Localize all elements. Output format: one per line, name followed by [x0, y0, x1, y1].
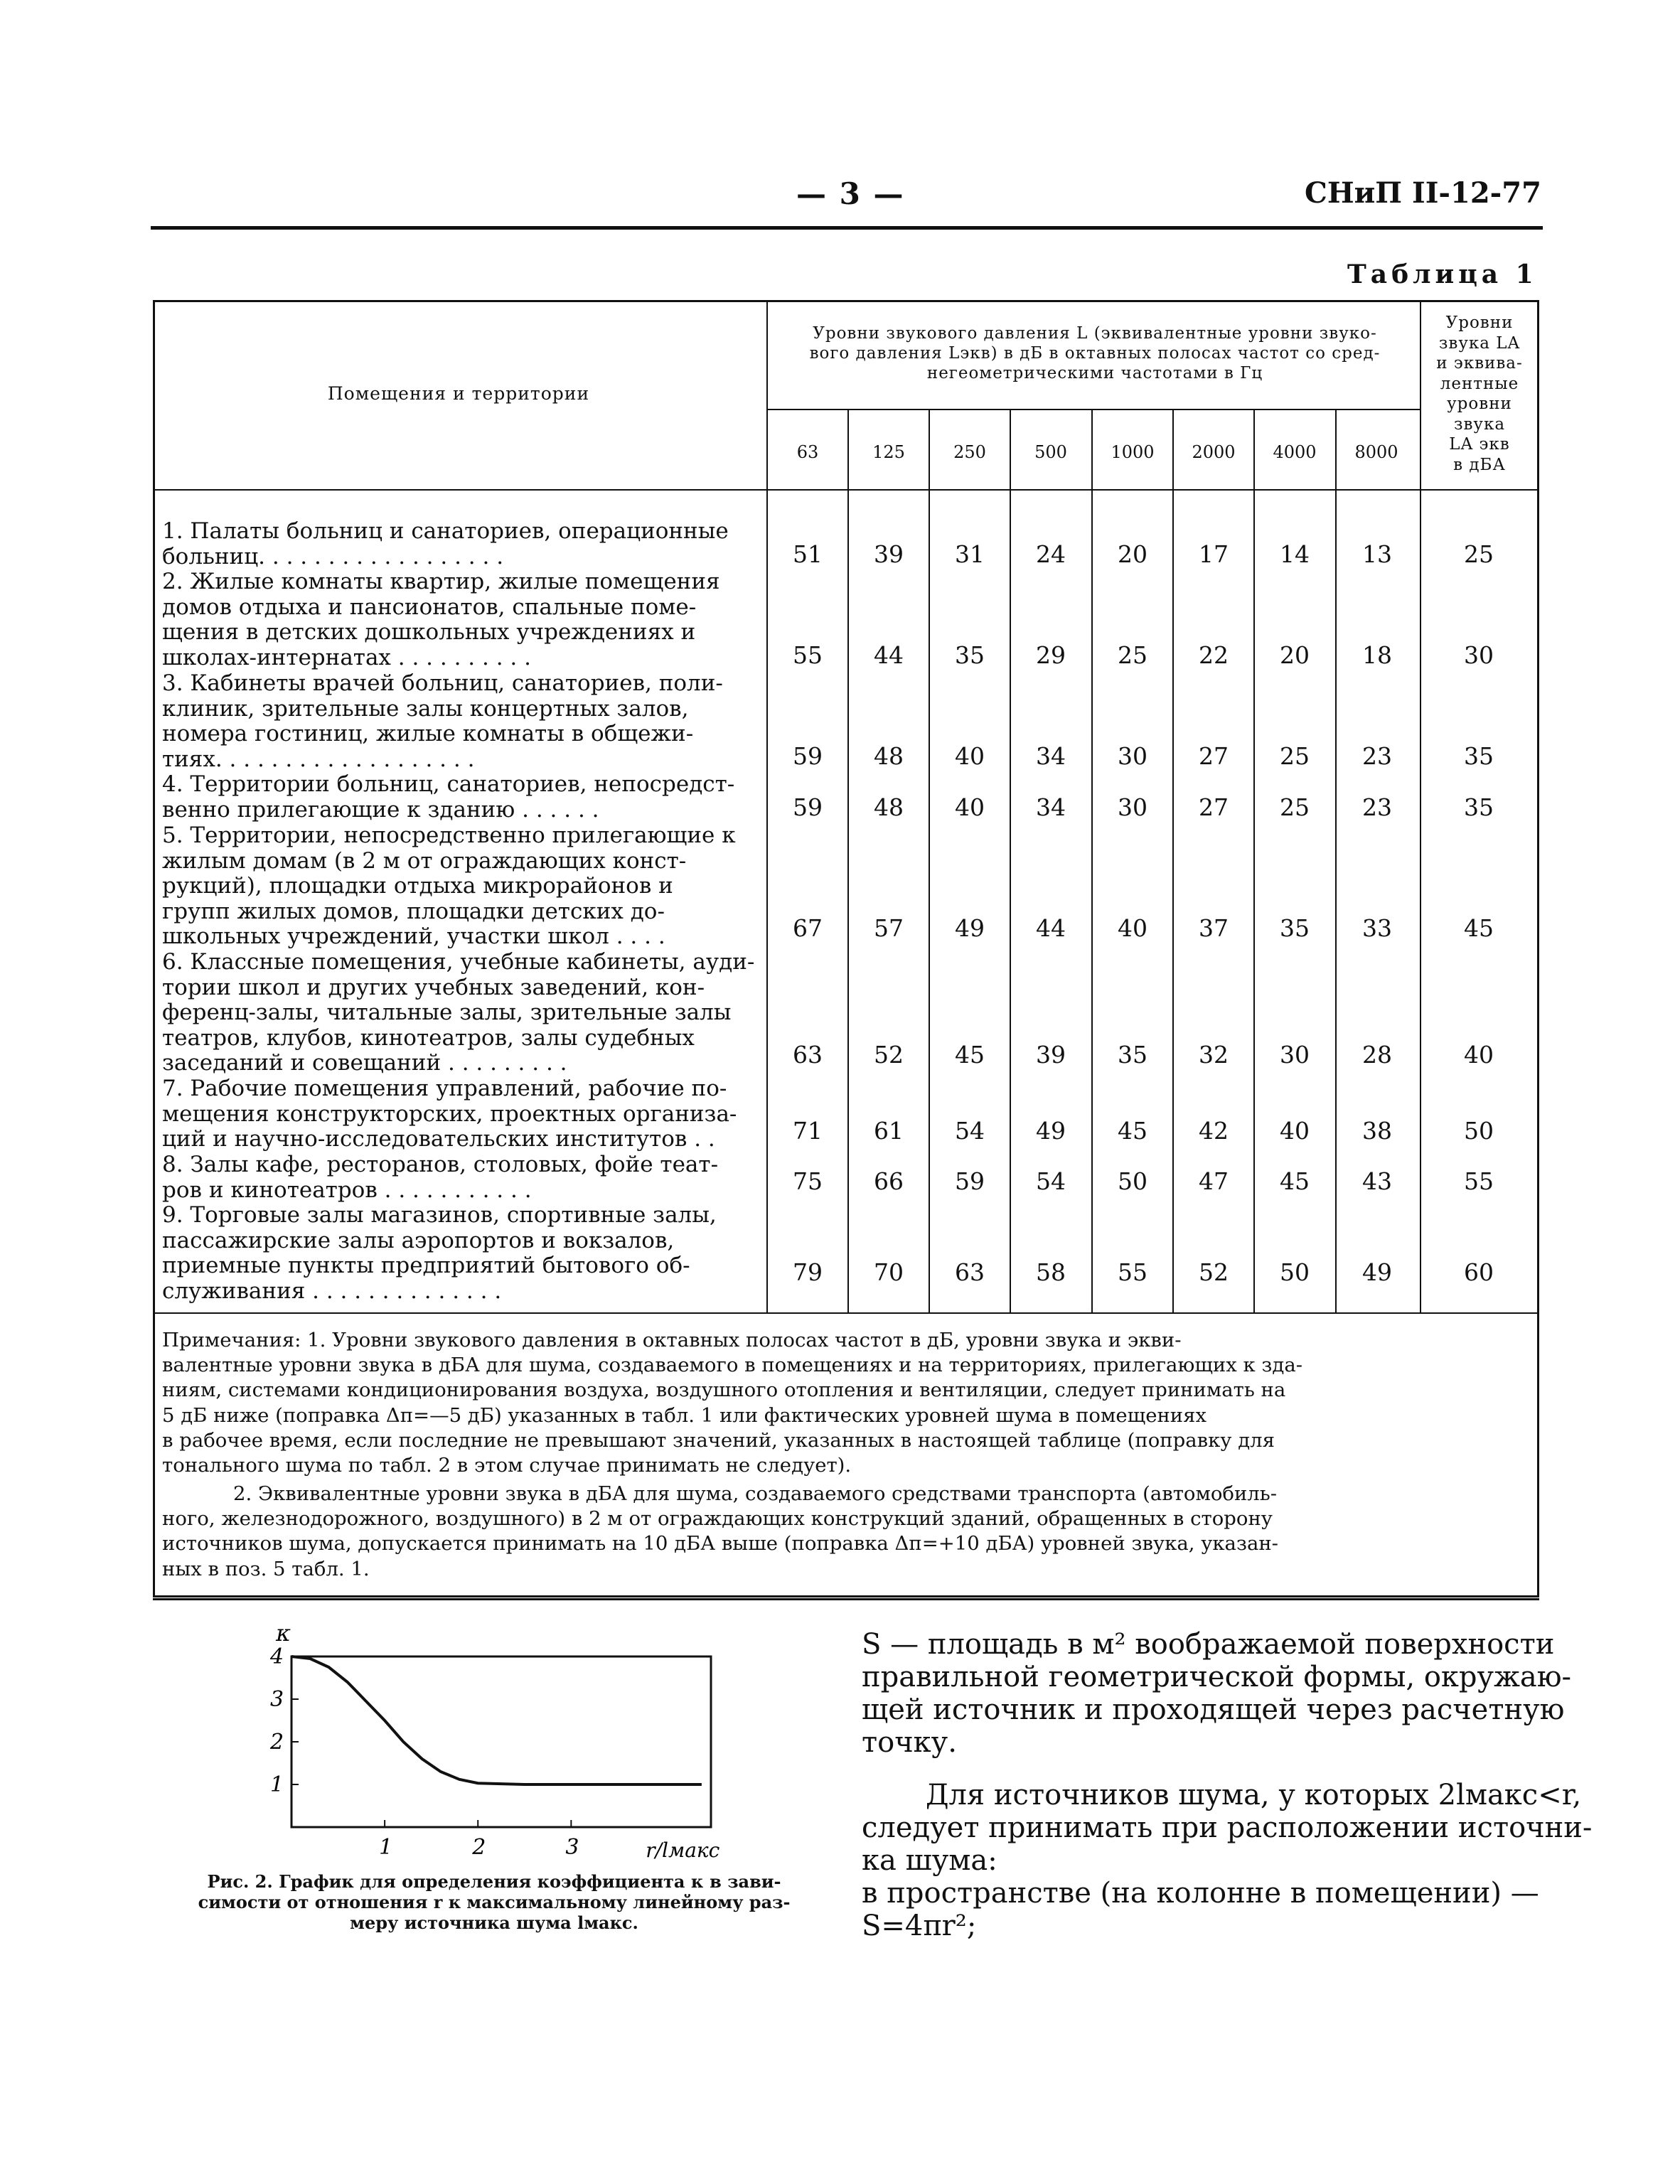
freq-label: 250 — [953, 442, 986, 462]
row-text-line: приемные пункты предприятий бытового об- — [162, 1253, 690, 1279]
table-cell-value: 71 — [793, 1117, 823, 1145]
table-cell-value: 34 — [1036, 742, 1066, 770]
note-line: 2. Эквивалентные уровни звука в дБА для шума, создаваемого средствами транспорта (автомобиль- — [233, 1482, 1278, 1505]
table-cell-value: 60 — [1464, 1258, 1494, 1286]
row-text-line: больниц. . . . . . . . . . . . . . . . . . — [162, 544, 504, 569]
freq-label: 8000 — [1354, 442, 1398, 462]
row-text-line: мещения конструкторских, проектных организа- — [162, 1101, 737, 1127]
y-tick-label: 3 — [270, 1687, 284, 1712]
table-cell-value: 45 — [955, 1041, 985, 1069]
table-cell-value: 30 — [1280, 1041, 1310, 1069]
table-cell-value: 48 — [874, 742, 904, 770]
la-header-line: звука LA — [1438, 333, 1521, 353]
table-cell-value: 25 — [1280, 742, 1310, 770]
table-cell-value: 61 — [874, 1117, 904, 1145]
table-row-1-label — [162, 519, 766, 569]
table-body-bottom — [153, 1312, 1539, 1314]
table-cell-value: 55 — [1118, 1258, 1147, 1286]
table-cell-value: 50 — [1280, 1258, 1310, 1286]
table-cell-value: 54 — [1036, 1167, 1066, 1195]
table-cell-value: 29 — [1036, 641, 1066, 669]
note-line: ниям, системами кондиционирования воздуха, воздушного отопления и вентиляции, следует принимать на — [162, 1379, 1286, 1402]
la-header-line: звука — [1453, 414, 1506, 434]
table-cell-value: 48 — [874, 793, 904, 821]
table-cell-value: 47 — [1199, 1167, 1229, 1195]
freq-col-divider — [847, 409, 849, 1313]
table-cell-value: 25 — [1280, 793, 1310, 821]
table-row-7-label — [162, 1076, 766, 1152]
note-2 — [162, 1482, 1524, 1582]
table-cell-value: 38 — [1362, 1117, 1392, 1145]
freq-col-divider — [1253, 409, 1255, 1313]
table-cell-value: 28 — [1362, 1041, 1392, 1069]
table-cell-value: 66 — [874, 1167, 904, 1195]
freq-col-divider — [929, 409, 930, 1313]
row-text-line: венно прилегающие к зданию . . . . . . — [162, 797, 599, 823]
freq-label: 4000 — [1273, 442, 1317, 462]
table-bottom-rule — [153, 1598, 1539, 1600]
row-text-line: 5. Территории, непосредственно прилегающие к — [162, 823, 736, 848]
table-cell-value: 22 — [1199, 641, 1229, 669]
row-text-line: ций и научно-исследовательских институтов . . — [162, 1127, 715, 1152]
table-cell-value: 52 — [874, 1041, 904, 1069]
note-line: ных в поз. 5 табл. 1. — [162, 1557, 370, 1580]
y-tick-label: 2 — [270, 1730, 284, 1755]
freq-label: 500 — [1034, 442, 1067, 462]
table-cell-value: 14 — [1280, 540, 1310, 568]
row-text-line: школах-интернатах . . . . . . . . . . — [162, 645, 531, 670]
table-cell-value: 17 — [1199, 540, 1229, 568]
freq-label: 125 — [872, 442, 905, 462]
la-header-line: и эквива- — [1436, 354, 1523, 373]
note-line: Примечания: 1. Уровни звукового давления в октавных полосах частот в дБ, уровни звука и экви- — [162, 1329, 1182, 1351]
text-line: следует принимать при расположении источни- — [862, 1811, 1593, 1844]
y-tick-label: 1 — [270, 1772, 284, 1797]
table-cell-value: 20 — [1280, 641, 1310, 669]
table-col-divider — [1420, 300, 1421, 1313]
note-line: тонального шума по табл. 2 в этом случае принимать не следует). — [162, 1454, 852, 1477]
y-tick-label: 4 — [270, 1644, 284, 1669]
rooms-column-header: Помещения и территории — [327, 383, 590, 404]
row-text-line: 9. Торговые залы магазинов, спортивные залы, — [162, 1203, 717, 1228]
table-cell-value: 70 — [874, 1258, 904, 1286]
table-cell-value: 40 — [955, 793, 985, 821]
freq-col-divider — [1172, 409, 1174, 1313]
table-cell-value: 45 — [1118, 1117, 1147, 1145]
text-line: правильной геометрической формы, окружаю- — [862, 1661, 1572, 1693]
table-header-divider — [766, 409, 1420, 410]
table-cell-value: 30 — [1118, 793, 1147, 821]
table-cell-value: 59 — [955, 1167, 985, 1195]
row-text-line: 3. Кабинеты врачей больниц, санаториев, поли- — [162, 671, 723, 696]
table-cell-value: 45 — [1280, 1167, 1310, 1195]
note-line: источников шума, допускается принимать на 10 дБА выше (поправка Δп=+10 дБА) уровней звука, указан- — [162, 1532, 1278, 1556]
row-text-line: 7. Рабочие помещения управлений, рабочие по- — [162, 1076, 727, 1101]
table-cell-value: 40 — [955, 742, 985, 770]
row-text-line: групп жилых домов, площадки детских до- — [162, 899, 665, 924]
plot-area — [269, 1644, 720, 1862]
plot-frame — [291, 1656, 711, 1827]
table-cell-value: 35 — [1280, 914, 1310, 942]
kappa-curve — [291, 1656, 702, 1784]
table-cell-value: 54 — [955, 1117, 985, 1145]
row-text-line: служивания . . . . . . . . . . . . . . — [162, 1278, 502, 1304]
levels-header-line: негеометрическими частотами в Гц — [926, 364, 1263, 382]
table-cell-value: 43 — [1362, 1167, 1392, 1195]
table-row-4-label — [162, 772, 766, 823]
table-row-2-label — [162, 569, 766, 670]
table-cell-value: 13 — [1362, 540, 1392, 568]
document-code: СНиП II-12-77 — [1305, 176, 1541, 210]
text-line: щей источник и проходящей через расчетную — [862, 1693, 1565, 1726]
row-text-line: 1. Палаты больниц и санаториев, операционные — [162, 519, 729, 544]
table-cell-value: 23 — [1362, 793, 1392, 821]
x-tick-label: 3 — [565, 1835, 579, 1860]
row-text-line: пассажирские залы аэропортов и вокзалов, — [162, 1228, 675, 1253]
note-line: валентные уровни звука в дБА для шума, создаваемого в помещениях и на территориях, прилегающих к зда- — [162, 1354, 1303, 1377]
table-cell-value: 63 — [955, 1258, 985, 1286]
table-cell-value: 55 — [793, 641, 823, 669]
table-cell-value: 32 — [1199, 1041, 1229, 1069]
table-cell-value: 75 — [793, 1167, 823, 1195]
page-number: — 3 — — [796, 176, 905, 211]
table-cell-value: 35 — [1118, 1041, 1147, 1069]
la-header-line: Уровни — [1445, 314, 1514, 332]
table-caption: Таблица 1 — [1347, 259, 1538, 289]
levels-header-line: Уровни звукового давления L (эквивалентные уровни звуко- — [813, 324, 1377, 343]
table-cell-value: 31 — [955, 540, 985, 568]
row-text-line: 8. Залы кафе, ресторанов, столовых, фойе теат- — [162, 1152, 719, 1177]
table-cell-value: 18 — [1362, 641, 1392, 669]
row-text-line: 6. Классные помещения, учебные кабинеты, ауди- — [162, 950, 755, 975]
table-cell-value: 49 — [1036, 1117, 1066, 1145]
la-header-line: LA экв — [1449, 435, 1510, 454]
table-cell-value: 40 — [1118, 914, 1147, 942]
x-tick-label: 1 — [379, 1835, 393, 1860]
table-cell-value: 42 — [1199, 1117, 1229, 1145]
freq-label: 63 — [796, 442, 819, 462]
table-cell-value: 24 — [1036, 540, 1066, 568]
table-cell-value: 35 — [955, 641, 985, 669]
table-cell-value: 34 — [1036, 793, 1066, 821]
text-line: S — площадь в м² воображаемой поверхности — [862, 1628, 1555, 1661]
table-cell-value: 37 — [1199, 914, 1229, 942]
text-line: в пространстве (на колонне в помещении) — — [862, 1877, 1539, 1910]
table-cell-value: 55 — [1464, 1167, 1494, 1195]
table-row-6-label — [162, 950, 766, 1076]
table-cell-value: 79 — [793, 1258, 823, 1286]
table-cell-value: 63 — [793, 1041, 823, 1069]
table-cell-value: 59 — [793, 793, 823, 821]
y-axis-label: κ — [276, 1620, 291, 1647]
table-cell-value: 50 — [1464, 1117, 1494, 1145]
table-cell-value: 67 — [793, 914, 823, 942]
table-cell-value: 44 — [874, 641, 904, 669]
table-cell-value: 27 — [1199, 742, 1229, 770]
x-tick-label: 2 — [472, 1835, 486, 1860]
table-cell-value: 39 — [874, 540, 904, 568]
table-cell-value: 20 — [1118, 540, 1147, 568]
table-cell-value: 25 — [1464, 540, 1494, 568]
row-text-line: 4. Территории больниц, санаториев, непосредст- — [162, 772, 735, 797]
formula-paragraph — [862, 1779, 1593, 1942]
text-line: точку. — [862, 1726, 957, 1759]
text-line: Для источников шума, у которых 2lмакс<r, — [926, 1779, 1582, 1811]
table-row-5-label — [162, 823, 766, 950]
row-text-line: клиник, зрительные залы концертных залов, — [162, 696, 689, 722]
la-header-line: уровни — [1447, 395, 1512, 413]
table-cell-value: 25 — [1118, 641, 1147, 669]
table-cell-value: 49 — [955, 914, 985, 942]
table-cell-value: 30 — [1118, 742, 1147, 770]
table-cell-value: 33 — [1362, 914, 1392, 942]
table-header-bottom — [153, 489, 1539, 491]
table-cell-value: 57 — [874, 914, 904, 942]
freq-col-divider — [1335, 409, 1337, 1313]
row-text-line: домов отдыха и пансионатов, спальные поме- — [162, 594, 697, 620]
row-text-line: школьных учреждений, участки школ . . . . — [162, 924, 665, 950]
table-cell-value: 45 — [1464, 914, 1494, 942]
table-cell-value: 49 — [1362, 1258, 1392, 1286]
row-text-line: ров и кинотеатров . . . . . . . . . . . — [162, 1177, 532, 1203]
note-1 — [162, 1328, 1524, 1478]
row-text-line: заседаний и совещаний . . . . . . . . . — [162, 1051, 567, 1076]
la-column-header — [1422, 313, 1537, 475]
table-cell-value: 44 — [1036, 914, 1066, 942]
la-header-line: лентные — [1440, 374, 1519, 393]
row-text-line: театров, клубов, кинотеатров, залы судебных — [162, 1025, 695, 1051]
row-text-line: номера гостиниц, жилые комнаты в общежи- — [162, 722, 694, 747]
table-cell-value: 35 — [1464, 793, 1494, 821]
table-cell-value: 59 — [793, 742, 823, 770]
text-line: ка шума: — [862, 1844, 997, 1877]
levels-column-header — [775, 323, 1415, 383]
freq-col-divider — [1091, 409, 1093, 1313]
note-line: в рабочее время, если последние не превышают значений, указанных в настоящей таблице (поправку для — [162, 1428, 1275, 1452]
table-cell-value: 30 — [1464, 641, 1494, 669]
row-text-line: рукций), площадки отдыха микрорайонов и — [162, 874, 673, 899]
table-cell-value: 23 — [1362, 742, 1392, 770]
table-cell-value: 58 — [1036, 1258, 1066, 1286]
text-line: S=4πr²; — [862, 1910, 977, 1942]
freq-label: 2000 — [1192, 442, 1236, 462]
la-header-line: в дБА — [1453, 455, 1506, 474]
table-cell-value: 50 — [1118, 1167, 1147, 1195]
figure-2-chart — [256, 1614, 739, 1863]
definition-paragraph — [862, 1628, 1572, 1759]
figure-caption — [153, 1871, 835, 1933]
row-text-line: 2. Жилые комнаты квартир, жилые помещения — [162, 569, 720, 594]
freq-label: 1000 — [1111, 442, 1155, 462]
caption-line: симости от отношения r к максимальному линейному раз- — [198, 1892, 791, 1912]
freq-col-divider — [1010, 409, 1011, 1313]
caption-line: Рис. 2. График для определения коэффициента κ в зави- — [207, 1871, 781, 1892]
table-cell-value: 52 — [1199, 1258, 1229, 1286]
row-text-line: тиях. . . . . . . . . . . . . . . . . . . — [162, 746, 475, 772]
header-rule — [151, 226, 1543, 230]
table-cell-value: 35 — [1464, 742, 1494, 770]
levels-header-line: вого давления Lэкв) в дБ в октавных полосах частот со сред- — [809, 344, 1381, 363]
table-cell-value: 51 — [793, 540, 823, 568]
table-cell-value: 27 — [1199, 793, 1229, 821]
row-text-line: ференц-залы, читальные залы, зрительные залы — [162, 1000, 732, 1026]
row-text-line: щения в детских дошкольных учреждениях и — [162, 620, 696, 646]
caption-line: меру источника шума lмакс. — [350, 1912, 638, 1933]
row-text-line: тории школ и других учебных заведений, кон- — [162, 975, 705, 1000]
table-cell-value: 40 — [1464, 1041, 1494, 1069]
x-axis-label: r/lмакс — [646, 1838, 720, 1862]
table-row-3-label — [162, 671, 766, 772]
note-line: 5 дБ ниже (поправка Δп=—5 дБ) указанных в табл. 1 или фактических уровней шума в помещениях — [162, 1403, 1207, 1427]
table-cell-value: 39 — [1036, 1041, 1066, 1069]
note-line: ного, железнодорожного, воздушного) в 2 м от ограждающих конструкций зданий, обращенных в сторону — [162, 1507, 1273, 1531]
table-cell-value: 40 — [1280, 1117, 1310, 1145]
table-row-8-label — [162, 1152, 766, 1203]
table-row-9-label — [162, 1203, 766, 1304]
row-text-line: жилым домам (в 2 м от ограждающих конст- — [162, 848, 687, 874]
